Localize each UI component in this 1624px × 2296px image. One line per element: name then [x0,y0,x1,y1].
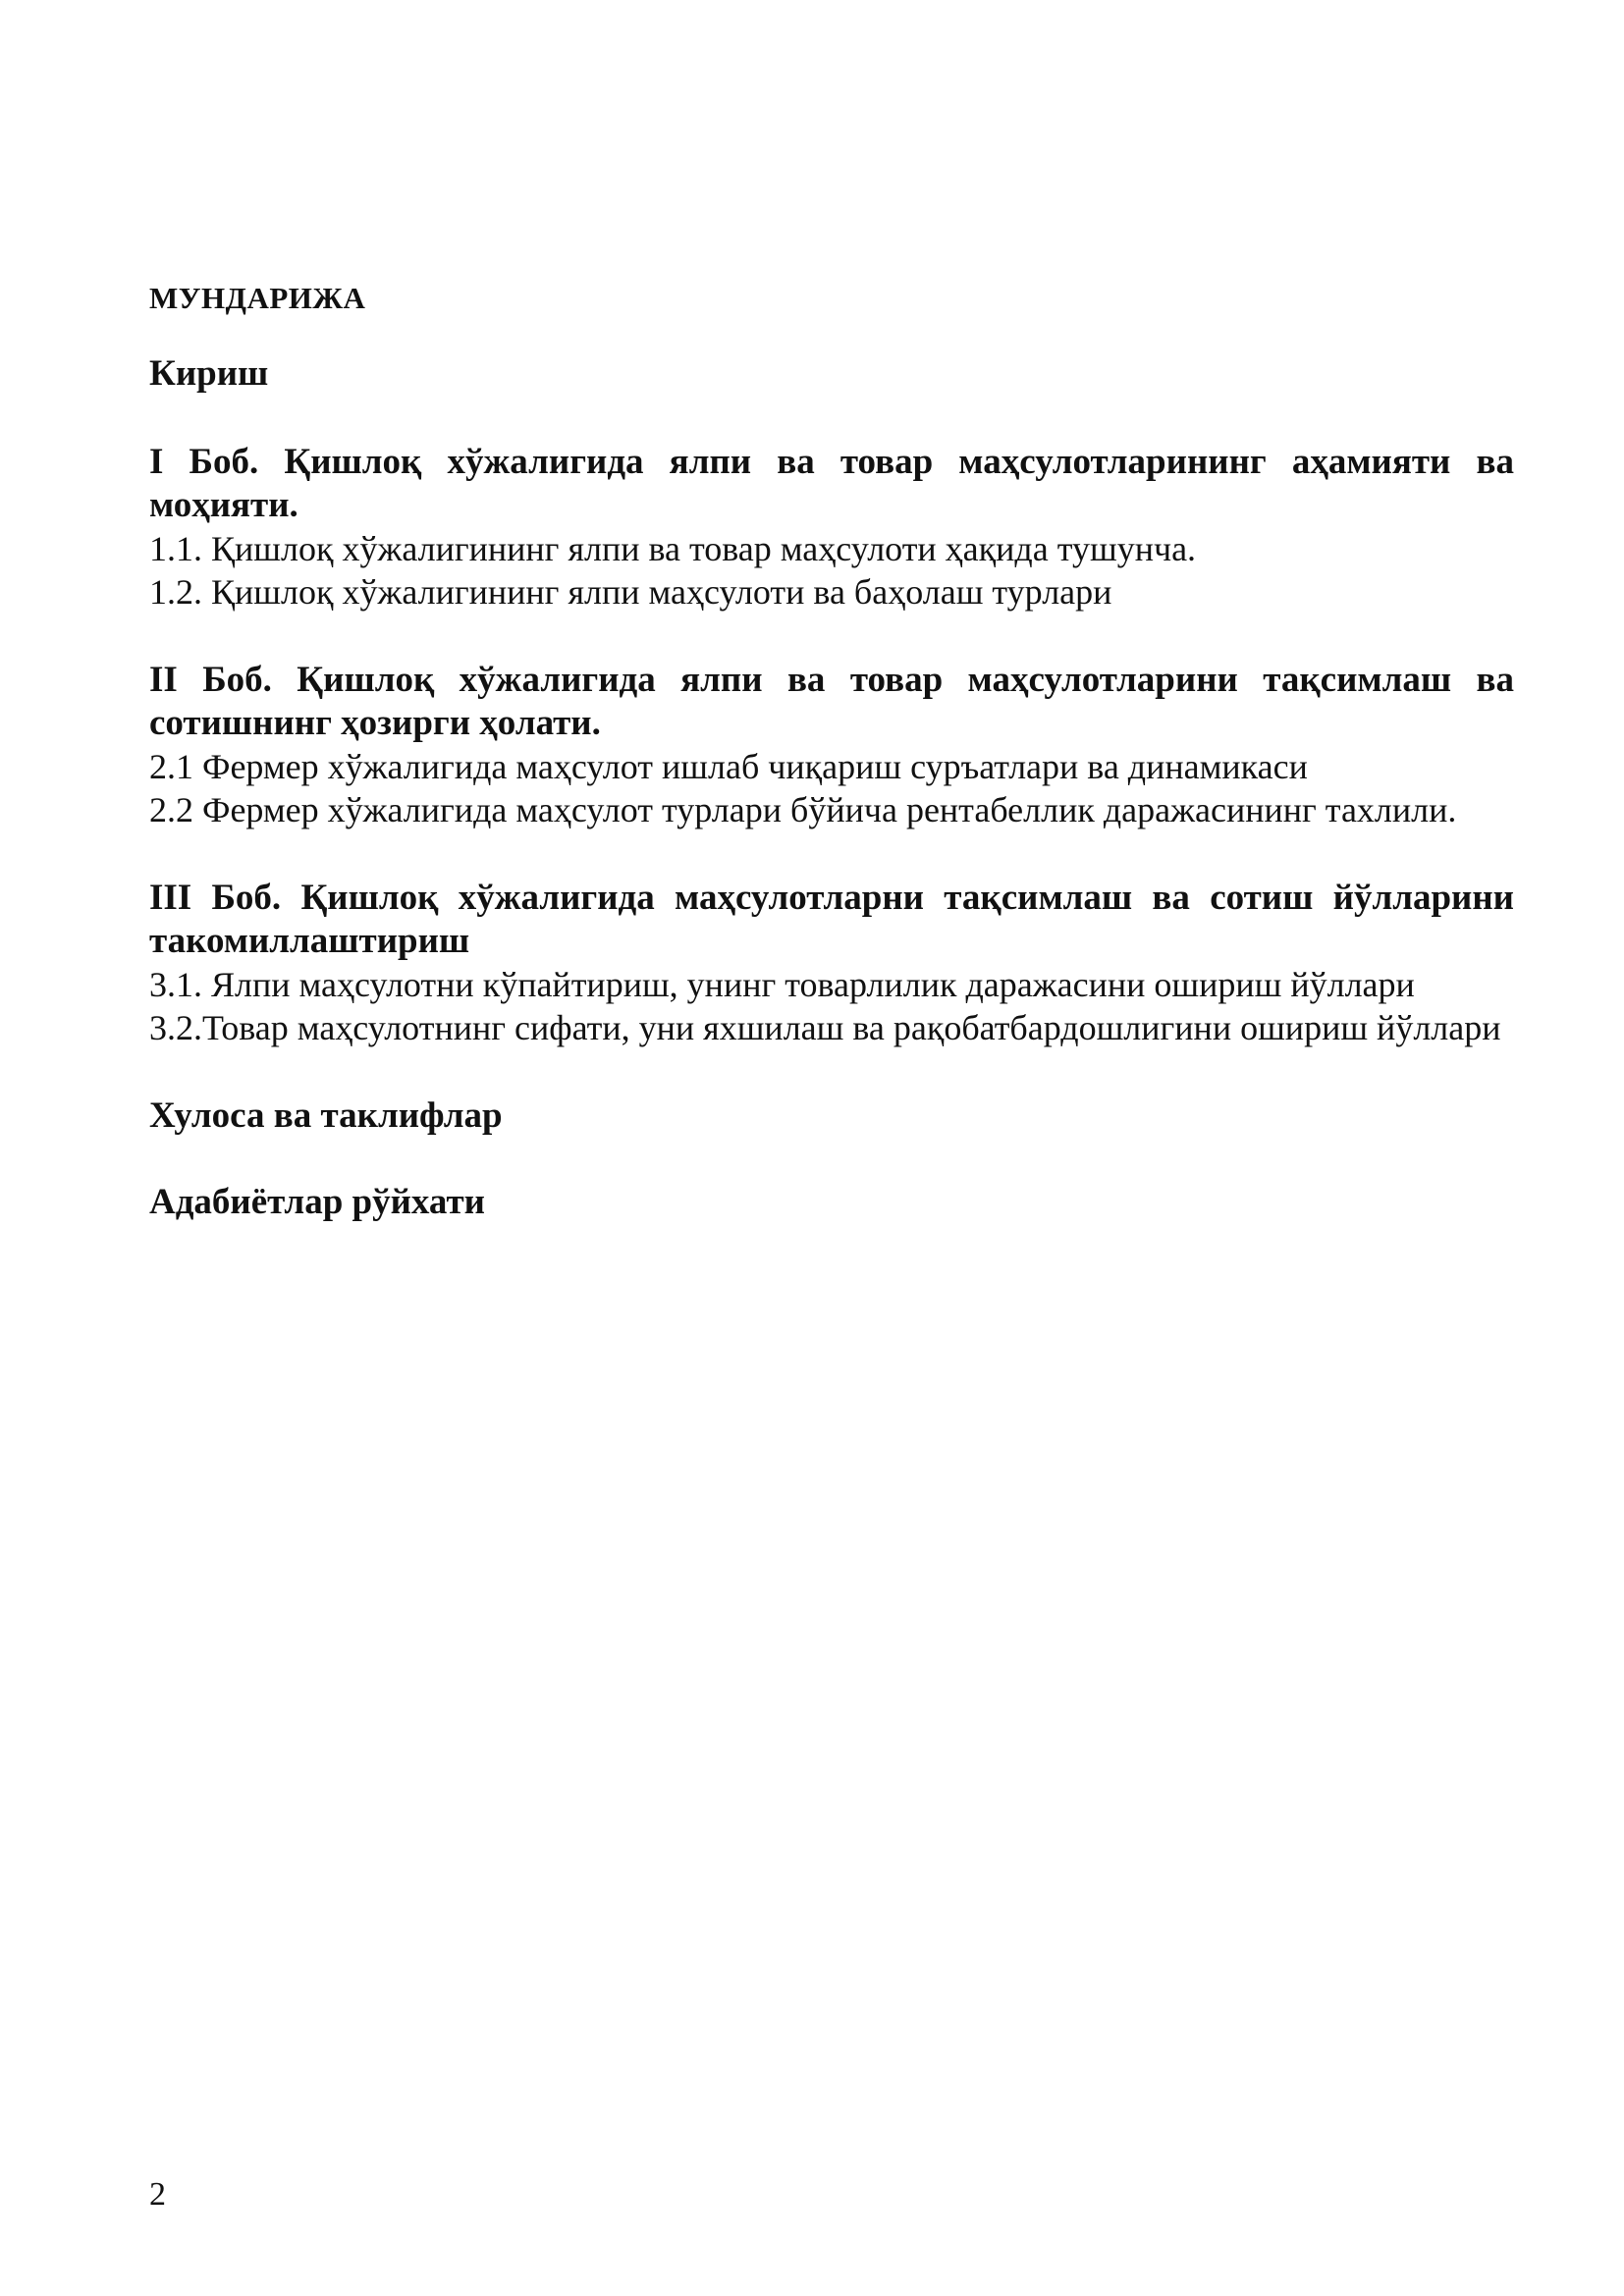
chapter-title: II Боб. Қишлоқ хўжалигида ялпи ва товар маҳсулотларини тақсимлаш ва сотишнинг ҳозирги ҳолати. [149,660,1514,743]
toc-chapter-1 [149,441,1514,614]
toc-conclusion: Хулоса ва таклифлар [149,1095,503,1136]
section-item: 3.2.Товар маҳсулотнинг сифати, уни яхшилаш ва рақобатбардошлигини ошириш йўллари [149,1008,1501,1047]
toc-chapter-2 [149,659,1514,831]
toc-intro: Кириш [149,353,269,394]
section-item: 2.1 Фермер хўжалигида маҳсулот ишлаб чиқариш суръатлари ва динамикаси [149,747,1308,786]
chapter-title: I Боб. Қишлоқ хўжалигида ялпи ва товар маҳсулотларининг аҳамияти ва моҳияти. [149,442,1514,525]
page-number: 2 [149,2176,166,2213]
toc-chapter-3 [149,877,1514,1049]
section-item: 1.2. Қишлоқ хўжалигининг ялпи маҳсулоти ва баҳолаш турлари [149,572,1112,612]
section-item: 1.1. Қишлоқ хўжалигининг ялпи ва товар маҳсулоти ҳақида тушунча. [149,529,1197,568]
section-item: 2.2 Фермер хўжалигида маҳсулот турлари бўйича рентабеллик даражасининг тахлили. [149,790,1457,829]
toc-references: Адабиётлар рўйхати [149,1182,485,1222]
chapter-title: III Боб. Қишлоқ хўжалигида маҳсулотларни тақсимлаш ва сотиш йўлларини такомиллаштириш [149,878,1514,961]
section-item: 3.1. Ялпи маҳсулотни кўпайтириш, унинг товарлилик даражасини ошириш йўллари [149,965,1415,1004]
document-page [149,277,1514,1224]
toc-title: МУНДАРИЖА [149,281,366,315]
